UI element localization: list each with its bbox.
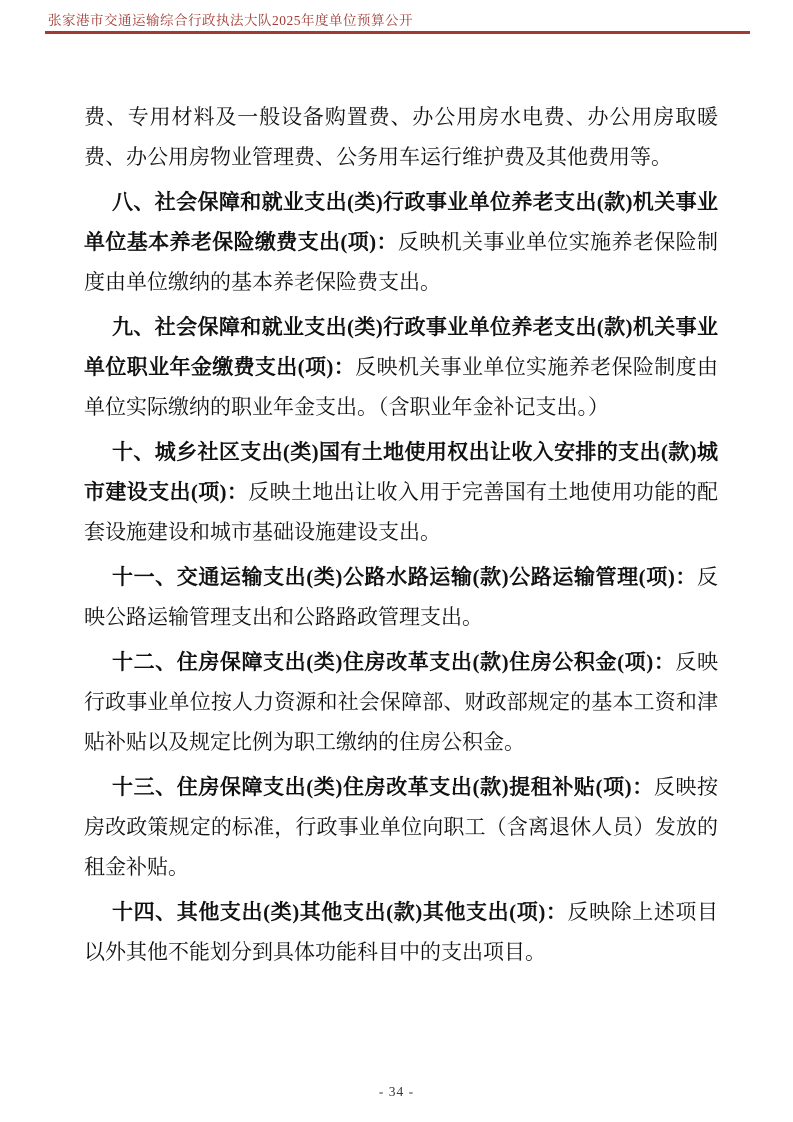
paragraph-lead: 十、城乡社区支出(类)国有土地使用权出让收入安排的支出(款)城市建设支出(项)： xyxy=(84,440,718,504)
paragraph-text: 反映机关事业单位实施养老保险制度由单位实际缴纳的职业年金支出。（含职业年金补记支出。） xyxy=(84,355,718,419)
paragraph-lead: 十三、住房保障支出(类)住房改革支出(款)提租补贴(项)： xyxy=(112,775,654,799)
paragraph-lead: 十二、住房保障支出(类)住房改革支出(款)住房公积金(项)： xyxy=(112,650,676,674)
header-title: 张家港市交通运输综合行政执法大队2025年度单位预算公开 xyxy=(48,13,413,28)
paragraph-text: 反映除上述项目以外其他不能划分到具体功能科目中的支出项目。 xyxy=(84,900,718,964)
page-footer xyxy=(0,1084,793,1100)
paragraph-text: 反映机关事业单位实施养老保险制度由单位缴纳的基本养老保险费支出。 xyxy=(84,230,718,294)
page-number: - 34 - xyxy=(378,1084,415,1099)
body-paragraph-8 xyxy=(84,182,718,302)
paragraph-lead: 八、社会保障和就业支出(类)行政事业单位养老支出(款)机关事业单位基本养老保险缴费支出(项)： xyxy=(84,190,718,254)
paragraph-lead: 十四、其他支出(类)其他支出(款)其他支出(项)： xyxy=(112,900,568,924)
paragraph-text: 反映行政事业单位按人力资源和社会保障部、财政部规定的基本工资和津贴补贴以及规定比例为职工缴纳的住房公积金。 xyxy=(84,650,718,754)
body-paragraph-10 xyxy=(84,432,718,552)
header-rule xyxy=(45,31,750,34)
body-paragraph-continuation xyxy=(84,97,718,177)
document-body xyxy=(84,97,718,977)
body-paragraph-14 xyxy=(84,892,718,972)
paragraph-text: 反映按房改政策规定的标准，行政事业单位向职工（含离退休人员）发放的租金补贴。 xyxy=(84,775,718,879)
body-paragraph-12 xyxy=(84,642,718,762)
body-paragraph-13 xyxy=(84,767,718,887)
body-paragraph-9 xyxy=(84,307,718,427)
paragraph-text: 费、专用材料及一般设备购置费、办公用房水电费、办公用房取暖费、办公用房物业管理费、公务用车运行维护费及其他费用等。 xyxy=(84,105,718,169)
paragraph-text: 反映公路运输管理支出和公路路政管理支出。 xyxy=(84,565,718,629)
paragraph-lead: 十一、交通运输支出(类)公路水路运输(款)公路运输管理(项)： xyxy=(112,565,697,589)
paragraph-text: 反映土地出让收入用于完善国有土地使用功能的配套设施建设和城市基础设施建设支出。 xyxy=(84,480,718,544)
body-paragraph-11 xyxy=(84,557,718,637)
paragraph-lead: 九、社会保障和就业支出(类)行政事业单位养老支出(款)机关事业单位职业年金缴费支出(项)： xyxy=(84,315,718,379)
